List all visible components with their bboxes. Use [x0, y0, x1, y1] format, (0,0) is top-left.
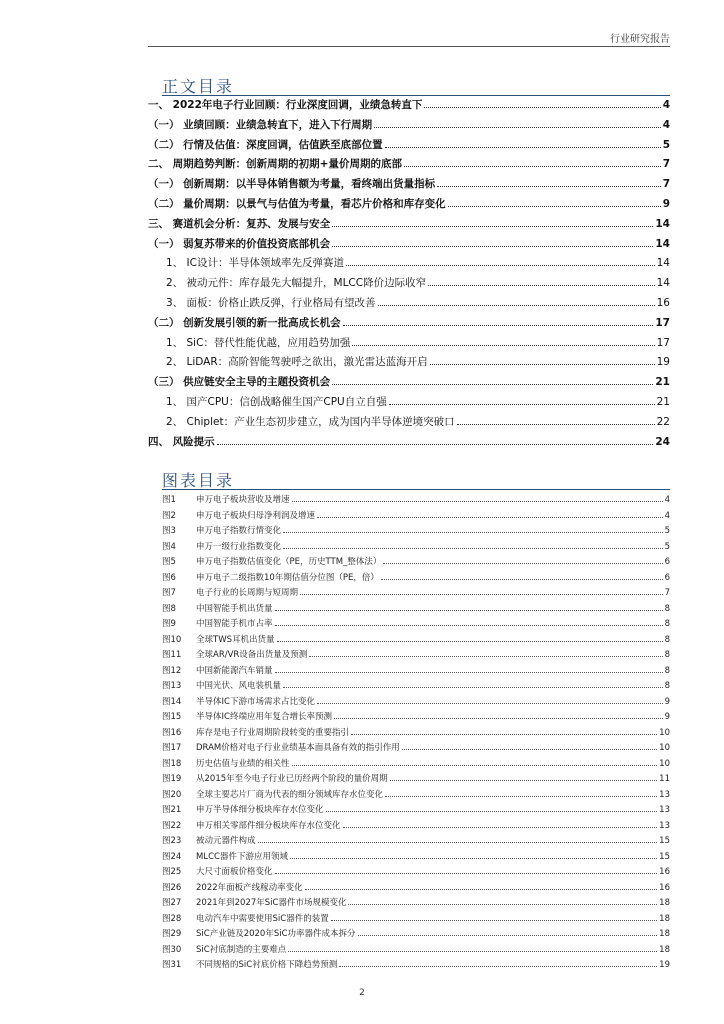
figure-entry-number: 图29 — [162, 929, 182, 939]
figure-entry-number: 图1 — [162, 495, 176, 505]
figure-entry-label: 中国新能源汽车销量 — [196, 665, 273, 676]
figure-entry[interactable] — [162, 788, 670, 804]
figure-leader-dots — [358, 935, 658, 936]
figure-entry-number: 图12 — [162, 665, 182, 676]
toc-leader-dots — [428, 285, 655, 286]
figure-entry-number: 图15 — [162, 712, 182, 722]
toc-leader-dots — [374, 127, 661, 128]
figure-entry-label: MLCC器件下游应用领域 — [196, 851, 288, 862]
figure-entry[interactable] — [162, 493, 670, 509]
figure-entry[interactable] — [162, 695, 670, 711]
figure-entry-number: 图20 — [162, 789, 182, 800]
figure-entry-page: 16 — [659, 882, 670, 893]
figure-leader-dots — [288, 951, 657, 952]
toc-entry[interactable] — [148, 275, 670, 295]
toc-entry-label: （一） 创新周期：以半导体销售额为考量，看终端出货量指标 — [148, 178, 436, 191]
figure-entry-label: 电动汽车中需要使用SiC器件的装置 — [196, 913, 329, 924]
toc-leader-dots — [404, 166, 661, 167]
toc-entry-label: 二、 周期趋势判断：创新周期的初期+量价周期的底部 — [148, 158, 402, 171]
figure-entry-label: 全球主要芯片厂商为代表的细分领域库存水位变化 — [196, 789, 384, 800]
figure-entry[interactable] — [162, 648, 670, 664]
figure-entry-label: DRAM价格对电子行业业绩基本面具备有效的指引作用 — [196, 743, 400, 753]
figure-entry-page: 15 — [659, 836, 670, 846]
figure-entry-number: 图9 — [162, 619, 176, 629]
figure-entry-page: 9 — [664, 696, 670, 707]
figure-entry[interactable] — [162, 679, 670, 695]
toc-leader-dots — [343, 325, 654, 326]
figure-entry[interactable] — [162, 664, 670, 680]
figure-entry[interactable] — [162, 881, 670, 897]
figure-entry-page: 5 — [664, 526, 670, 536]
figure-entry[interactable] — [162, 865, 670, 881]
figure-leader-dots — [317, 703, 663, 704]
figure-entry-label: 历史估值与业绩的相关性 — [196, 758, 290, 769]
figure-entry-page: 4 — [664, 510, 670, 521]
toc-leader-dots — [457, 424, 655, 425]
figure-entry-page: 8 — [664, 681, 670, 691]
toc-entry-label: （二） 行情及估值：深度回调，估值跌至底部位置 — [148, 138, 383, 151]
toc-entry[interactable] — [148, 196, 670, 216]
figure-entry-page: 8 — [664, 619, 670, 629]
figure-entry[interactable] — [162, 555, 670, 571]
figure-entry[interactable] — [162, 772, 670, 788]
toc-entry-page: 14 — [656, 257, 670, 270]
figure-entry[interactable] — [162, 757, 670, 773]
figure-entry-label: 申万电子指数行情变化 — [196, 526, 282, 536]
figure-entry-page: 10 — [659, 743, 670, 753]
figure-entry-label: 全球TWS耳机出货量 — [196, 634, 275, 645]
toc-title: 正文目录 — [162, 77, 235, 96]
figure-entry-label: 被动元器件构成 — [196, 836, 256, 846]
figure-entry[interactable] — [162, 927, 670, 943]
figure-entry-page: 8 — [664, 603, 670, 614]
figure-entry-label: 申万半导体细分板块库存水位变化 — [196, 805, 324, 815]
toc-entry[interactable] — [148, 216, 670, 236]
toc-entry-page: 7 — [662, 178, 670, 191]
header-divider — [148, 46, 670, 47]
figure-leader-dots — [381, 579, 663, 580]
toc-entry-label: 一、 2022年电子行业回顾：行业深度回调，业绩急转直下 — [148, 99, 423, 111]
toc-entry[interactable] — [148, 315, 670, 335]
figure-entry-label: 从2015年至今电子行业已历经两个阶段的量价周期 — [196, 774, 388, 784]
figure-leader-dots — [275, 873, 658, 874]
figure-entry-number: 图18 — [162, 758, 182, 769]
table-of-contents — [148, 97, 670, 453]
figure-entry-number: 图4 — [162, 541, 176, 552]
figure-entry[interactable] — [162, 710, 670, 726]
figure-entry-label: 全球AR/VR设备出货量及预测 — [196, 650, 308, 660]
toc-entry[interactable] — [148, 156, 670, 176]
toc-entry-page: 24 — [655, 435, 670, 448]
toc-entry[interactable] — [148, 117, 670, 137]
toc-entry[interactable] — [148, 354, 670, 374]
figure-leader-dots — [275, 625, 663, 626]
figure-entry-number: 图5 — [162, 557, 176, 567]
figure-leader-dots — [331, 920, 657, 921]
toc-entry-page: 5 — [662, 138, 670, 151]
toc-leader-dots — [346, 265, 655, 266]
figure-leader-dots — [292, 501, 663, 502]
toc-entry[interactable] — [148, 137, 670, 157]
figure-leader-dots — [326, 811, 658, 812]
toc-entry[interactable] — [148, 295, 670, 315]
toc-entry-label: 3、 面板：价格止跌反弹，行业格局有望改善 — [166, 296, 376, 309]
figure-leader-dots — [383, 563, 662, 564]
figure-entry-number: 图26 — [162, 882, 182, 893]
figure-entry-page: 8 — [664, 665, 670, 676]
toc-leader-dots — [448, 206, 661, 207]
figure-entry-label: 电子行业的长周期与短周期 — [196, 588, 299, 598]
figure-entry-number: 图23 — [162, 836, 182, 846]
figure-entry[interactable] — [162, 850, 670, 866]
figure-entry-number: 图8 — [162, 603, 176, 614]
toc-entry-label: （三） 供应链安全主导的主题投资机会 — [148, 376, 331, 389]
figure-entry-label: 申万一级行业指数变化 — [196, 541, 282, 552]
figure-leader-dots — [334, 718, 663, 719]
toc-entry-page: 19 — [656, 356, 670, 369]
toc-entry[interactable] — [148, 394, 670, 414]
figures-title: 图表目录 — [162, 471, 235, 490]
figure-entry-number: 图17 — [162, 743, 182, 753]
figure-leader-dots — [339, 966, 657, 967]
figure-leader-dots — [343, 827, 658, 828]
toc-entry-page: 4 — [662, 118, 670, 131]
toc-entry-label: 2、 被动元件：库存最先大幅提升，MLCC降价边际收窄 — [166, 277, 427, 290]
figure-entry-page: 13 — [659, 789, 670, 800]
figure-entry[interactable] — [162, 617, 670, 633]
figure-entry-page: 6 — [664, 557, 670, 567]
figure-entry-number: 图31 — [162, 960, 182, 970]
figure-entry-number: 图7 — [162, 588, 176, 598]
figure-entry-label: SiC产业链及2020年SiC功率器件成本拆分 — [196, 929, 356, 939]
toc-entry[interactable] — [148, 335, 670, 355]
toc-entry-page: 14 — [655, 217, 670, 230]
toc-leader-dots — [430, 364, 655, 365]
figure-entry-page: 13 — [659, 820, 670, 831]
figure-entry-label: 中国智能手机市占率 — [196, 619, 273, 629]
figure-entry[interactable] — [162, 571, 670, 587]
toc-entry-label: 三、 赛道机会分析：复苏、发展与安全 — [148, 217, 331, 230]
figure-entry-label: 申万相关零部件细分板块库存水位变化 — [196, 820, 341, 831]
figure-leader-dots — [283, 532, 663, 533]
page-number: 2 — [359, 988, 365, 998]
toc-entry[interactable] — [148, 434, 670, 454]
figure-entry-label: 大尺寸面板价格变化 — [196, 867, 273, 877]
figure-leader-dots — [305, 889, 658, 890]
figure-leader-dots — [275, 610, 663, 611]
figure-entry-number: 图14 — [162, 696, 182, 707]
figure-entry-number: 图10 — [162, 634, 182, 645]
figure-leader-dots — [385, 796, 657, 797]
figures-title-divider — [162, 489, 670, 490]
figure-entry-number: 图22 — [162, 820, 182, 831]
figure-entry-page: 18 — [659, 944, 670, 955]
toc-entry-label: （一） 业绩回顾：业绩急转直下，进入下行周期 — [148, 118, 373, 131]
figure-entry[interactable] — [162, 834, 670, 850]
toc-leader-dots — [217, 444, 654, 445]
figure-entry[interactable] — [162, 633, 670, 649]
figure-entry-number: 图2 — [162, 510, 176, 521]
figure-entry-page: 18 — [659, 898, 670, 908]
figure-leader-dots — [283, 548, 663, 549]
figure-entry-label: 申万电子二级指数10年期估值分位图（PE，倍） — [196, 572, 379, 583]
toc-entry-label: 2、 Chiplet：产业生态初步建立，成为国内半导体逆境突破口 — [166, 415, 455, 428]
figure-entry-number: 图25 — [162, 867, 182, 877]
toc-leader-dots — [332, 384, 653, 385]
toc-entry-page: 14 — [656, 277, 670, 290]
figure-entry[interactable] — [162, 741, 670, 757]
figure-entry-page: 13 — [659, 805, 670, 815]
figure-entry-number: 图13 — [162, 681, 182, 691]
figure-entry[interactable] — [162, 509, 670, 525]
toc-entry-label: 1、 SiC：替代性能优越，应用趋势加强 — [166, 336, 351, 349]
toc-entry-page: 7 — [662, 158, 670, 171]
figure-entry-label: SiC衬底制造的主要难点 — [196, 944, 287, 955]
figure-entry-page: 6 — [664, 572, 670, 583]
figure-entry-page: 11 — [659, 774, 670, 784]
toc-entry-label: 1、 IC设计：半导体领域率先反弹赛道 — [166, 257, 344, 270]
toc-entry-page: 16 — [656, 296, 670, 309]
figure-entry-label: 申万电子板块归母净利润及增速 — [196, 510, 316, 521]
figure-entry-page: 18 — [659, 913, 670, 924]
toc-entry[interactable] — [148, 176, 670, 196]
figure-entry-number: 图28 — [162, 913, 182, 924]
figure-entry-label: 库存是电子行业周期阶段转变的重要指引 — [196, 727, 350, 738]
figure-entry-label: 中国光伏、风电装机量 — [196, 681, 282, 691]
figure-entry-page: 8 — [664, 650, 670, 660]
toc-entry-page: 4 — [662, 99, 670, 111]
figure-entry-label: 半导体IC终端应用年复合增长率预测 — [196, 712, 332, 722]
figure-entry-label: 2021年到2027年SiC器件市场规模变化 — [196, 898, 347, 908]
figure-entry[interactable] — [162, 943, 670, 959]
toc-entry-page: 21 — [656, 395, 670, 408]
toc-leader-dots — [332, 246, 653, 247]
figure-entry[interactable] — [162, 912, 670, 928]
figure-entry-label: 2022年面板产线稼动率变化 — [196, 882, 303, 893]
toc-leader-dots — [378, 305, 655, 306]
figure-leader-dots — [317, 517, 663, 518]
figure-entry-number: 图24 — [162, 851, 182, 862]
figure-entry-page: 7 — [664, 588, 670, 598]
figure-list — [162, 493, 670, 974]
figure-entry-number: 图27 — [162, 898, 182, 908]
toc-entry-page: 14 — [655, 237, 670, 250]
figure-entry-page: 16 — [659, 867, 670, 877]
figure-leader-dots — [300, 594, 663, 595]
toc-leader-dots — [424, 107, 660, 108]
toc-entry-label: （二） 量价周期：以景气与估值为考量，看芯片价格和库存变化 — [148, 197, 446, 210]
figure-entry-label: 半导体IC下游市场需求占比变化 — [196, 696, 315, 707]
toc-entry-page: 9 — [662, 197, 670, 210]
figure-entry-page: 5 — [664, 541, 670, 552]
figure-entry-label: 不同规格的SiC衬底价格下降趋势预测 — [196, 960, 338, 970]
figure-entry[interactable] — [162, 958, 670, 974]
toc-entry[interactable] — [148, 255, 670, 275]
toc-entry-label: 2、 LiDAR：高阶智能驾驶呼之欲出，激光雷达蓝海开启 — [166, 356, 428, 369]
figure-leader-dots — [290, 858, 657, 859]
figure-entry-number: 图19 — [162, 774, 182, 784]
toc-entry-page: 17 — [655, 316, 670, 329]
figure-entry[interactable] — [162, 803, 670, 819]
figure-entry-label: 中国智能手机出货量 — [196, 603, 273, 614]
figure-leader-dots — [275, 672, 663, 673]
figure-entry-page: 18 — [659, 929, 670, 939]
toc-leader-dots — [385, 147, 661, 148]
figure-entry-label: 申万电子指数估值变化（PE，历史TTM_整体法） — [196, 557, 382, 567]
figure-leader-dots — [292, 765, 658, 766]
figure-entry-page: 10 — [659, 758, 670, 769]
toc-leader-dots — [352, 345, 654, 346]
figure-entry-label: 申万电子板块营收及增速 — [196, 495, 290, 505]
figure-entry[interactable] — [162, 586, 670, 602]
toc-entry-page: 22 — [656, 415, 670, 428]
toc-leader-dots — [332, 226, 653, 227]
toc-leader-dots — [389, 404, 655, 405]
figure-entry[interactable] — [162, 819, 670, 835]
figure-entry-page: 9 — [664, 712, 670, 722]
figure-entry[interactable] — [162, 540, 670, 556]
figure-entry-number: 图11 — [162, 650, 182, 660]
figure-entry-page: 19 — [659, 960, 670, 970]
toc-entry[interactable] — [148, 97, 670, 117]
toc-entry[interactable] — [148, 414, 670, 434]
figure-entry[interactable] — [162, 602, 670, 618]
figure-entry-number: 图16 — [162, 727, 182, 738]
figure-entry-page: 4 — [664, 495, 670, 505]
toc-title-divider — [162, 95, 670, 96]
figure-entry[interactable] — [162, 524, 670, 540]
figure-leader-dots — [348, 904, 657, 905]
toc-leader-dots — [437, 186, 661, 187]
figure-entry[interactable] — [162, 726, 670, 742]
toc-entry[interactable] — [148, 236, 670, 256]
figure-entry-page: 8 — [664, 634, 670, 645]
figure-entry-page: 15 — [659, 851, 670, 862]
figure-entry-number: 图6 — [162, 572, 176, 583]
figure-leader-dots — [351, 734, 657, 735]
figure-entry-number: 图30 — [162, 944, 182, 955]
report-type-header: 行业研究报告 — [610, 34, 670, 45]
figure-leader-dots — [390, 780, 658, 781]
figure-leader-dots — [258, 842, 658, 843]
toc-entry-label: 四、 风险提示 — [148, 435, 215, 448]
toc-entry-label: （一） 弱复苏带来的价值投资底部机会 — [148, 237, 331, 250]
toc-entry-page: 21 — [655, 376, 670, 389]
figure-entry[interactable] — [162, 896, 670, 912]
figure-entry-number: 图3 — [162, 526, 176, 536]
toc-entry-page: 17 — [656, 336, 670, 349]
figure-leader-dots — [277, 641, 663, 642]
figure-entry-number: 图21 — [162, 805, 182, 815]
toc-entry-label: 1、 国产CPU：信创战略催生国产CPU自立自强 — [166, 395, 387, 408]
figure-entry-page: 10 — [659, 727, 670, 738]
figure-leader-dots — [283, 687, 663, 688]
toc-entry-label: （二） 创新发展引领的新一批高成长机会 — [148, 316, 341, 329]
figure-leader-dots — [309, 656, 662, 657]
toc-entry[interactable] — [148, 374, 670, 394]
figure-leader-dots — [402, 749, 657, 750]
